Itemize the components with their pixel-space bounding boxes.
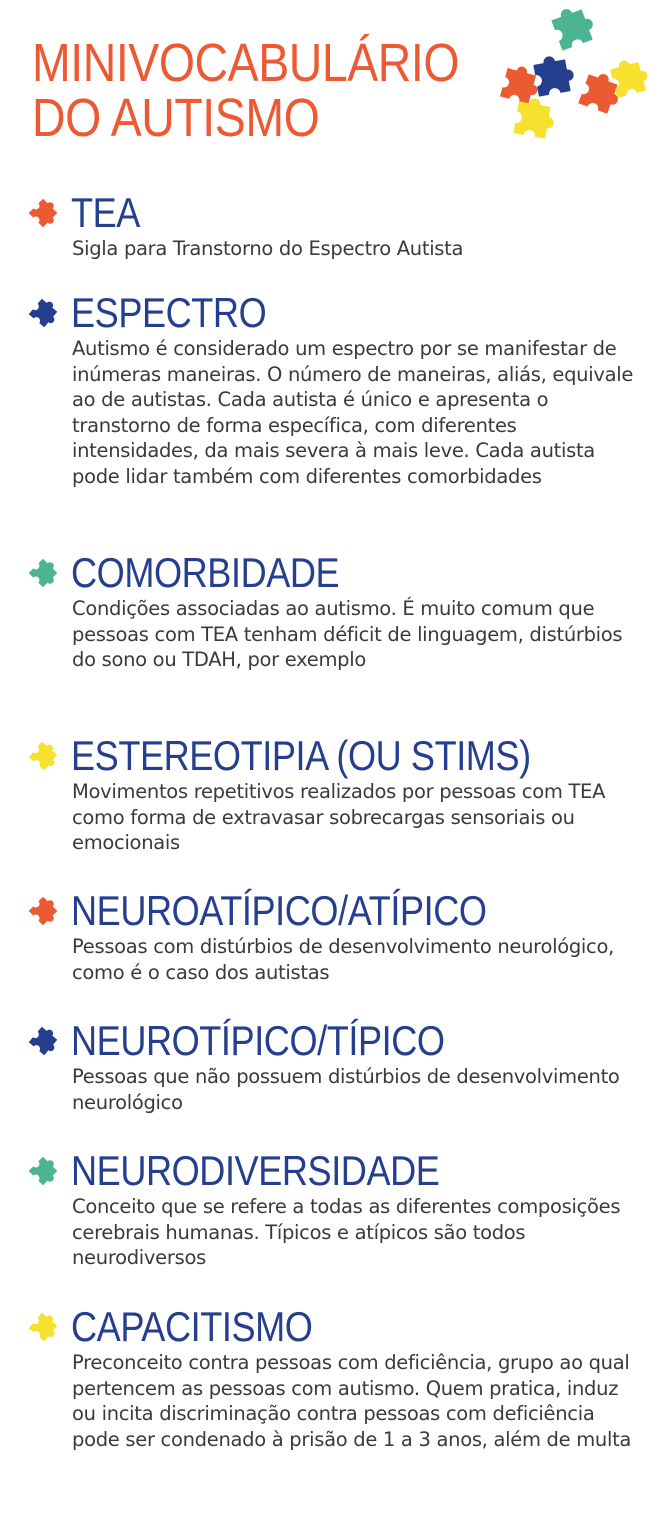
term-definition: Movimentos repetitivos realizados por pessoas com TEA como forma de extravasar sobrecargas sensoriais ou emocionais [72,780,606,854]
term-title: ESTEREOTIPIA (OU STIMS) [71,732,531,779]
puzzle-piece-green-icon [26,1154,60,1188]
puzzle-piece-red-icon [26,894,60,928]
entry-tea [0,190,660,262]
puzzle-piece-blue-icon [26,1024,60,1058]
term-title: NEUROTÍPICO/TÍPICO [71,1017,445,1064]
entry-comorbidade [0,550,660,673]
entry-neuroatipico [0,888,660,985]
entry-espectro [0,290,660,489]
term-title: CAPACITISMO [71,1303,313,1350]
entry-neurodiversidade [0,1148,660,1271]
term-title: TEA [71,189,140,236]
entry-capacitismo [0,1304,660,1452]
puzzle-piece-yellow-icon [26,1310,60,1344]
entry-estereotipia [0,733,660,856]
puzzle-piece-red-icon [26,196,60,230]
term-title: ESPECTRO [71,289,267,336]
term-definition: Preconceito contra pessoas com deficiência, grupo ao qual pertencem as pessoas com autismo. Quem pratica, induz ou incita discriminação contra pessoas com deficiência pode ser condenado à prisão de 1 a 3 anos, além de multa [72,1351,632,1451]
term-definition: Pessoas que não possuem distúrbios de desenvolvimento neurológico [72,1065,620,1114]
term-title: NEURODIVERSIDADE [71,1147,440,1194]
term-title: NEUROATÍPICO/ATÍPICO [71,887,487,934]
term-definition: Conceito que se refere a todas as diferentes composições cerebrais humanas. Típicos e atípicos são todos neurodiversos [72,1195,621,1269]
term-definition: Pessoas com distúrbios de desenvolvimento neurológico, como é o caso dos autistas [72,935,614,984]
entry-neurotipico [0,1018,660,1115]
page-title [32,33,460,148]
puzzle-cluster-icon [490,0,660,160]
puzzle-piece-yellow-icon [26,739,60,773]
puzzle-piece-green-icon [26,556,60,590]
puzzle-piece-blue-icon [26,296,60,330]
term-title: COMORBIDADE [71,549,340,596]
term-definition: Autismo é considerado um espectro por se manifestar de inúmeras maneiras. O número de maneiras, aliás, equivale ao de autistas. Cada autista é único e apresenta o transtorno de forma específica, com diferentes intensidades, da mais severa à mais leve. Cada autista pode lidar também com diferentes comorbidades [72,337,634,488]
term-definition: Sigla para Transtorno do Espectro Autista [72,237,464,260]
title-line-1: MINIVOCABULÁRIO [32,33,460,93]
title-line-2: DO AUTISMO [32,88,320,148]
term-definition: Condições associadas ao autismo. É muito comum que pessoas com TEA tenham déficit de linguagem, distúrbios do sono ou TDAH, por exemplo [72,597,623,671]
